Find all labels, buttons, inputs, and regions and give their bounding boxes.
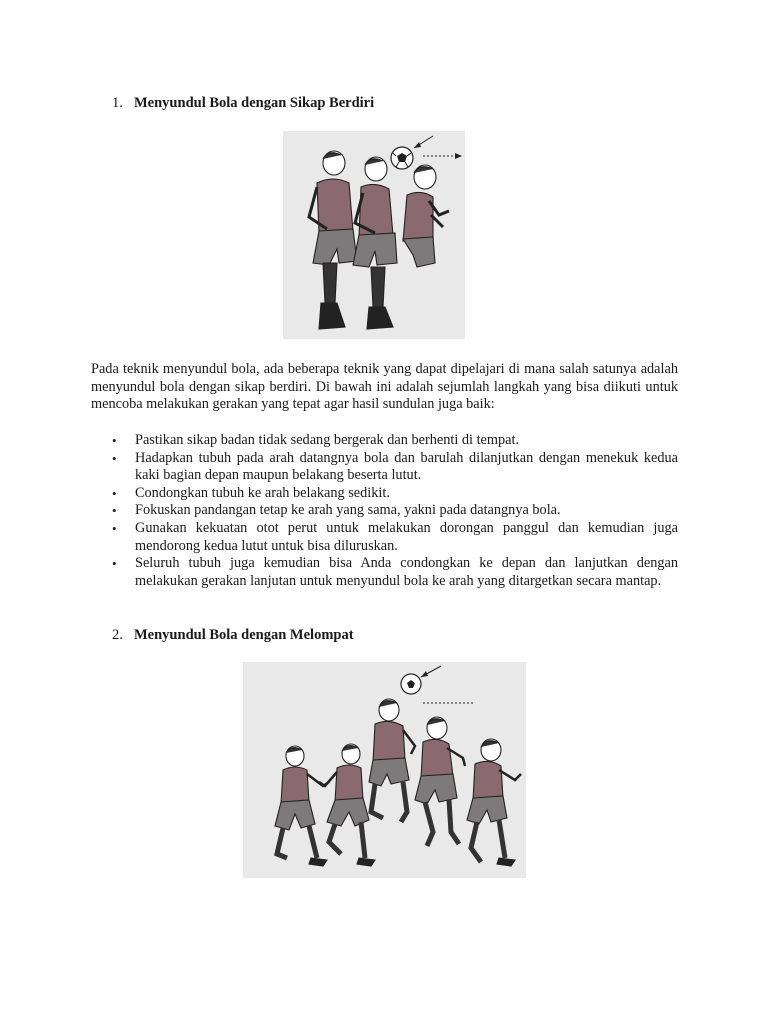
step-text: Condongkan tubuh ke arah belakang sedikit. (135, 484, 390, 501)
section-1-number: 1. (112, 95, 123, 111)
bullet-icon: • (112, 485, 117, 501)
bullet-icon: • (112, 503, 117, 519)
list-item (112, 432, 678, 450)
bullet-icon: • (112, 450, 117, 466)
bullet-icon: • (112, 433, 117, 448)
bullet-icon: • (112, 556, 117, 572)
soccer-ball-icon (401, 674, 421, 694)
steps-list (112, 432, 678, 590)
step-text: Seluruh tubuh juga kemudian bisa Anda condongkan ke depan dan lanjutkan dengan melakukan gerakan lanjutan untuk menyundul bola ke arah yang ditargetkan secara mantap. (135, 555, 678, 589)
step-text: Gunakan kekuatan otot perut untuk melakukan dorongan panggul dan kemudian juga mendorong kedua lutut untuk bisa diluruskan. (135, 519, 678, 554)
list-item (112, 502, 678, 520)
list-item (112, 485, 678, 503)
player-figure-3 (403, 165, 449, 267)
player-figure-1 (275, 746, 329, 866)
intro-paragraph: Pada teknik menyundul bola, ada beberapa teknik yang dapat dipelajari di mana salah satunya adalah menyundul bola dengan sikap berdiri. Di bawah ini adalah sejumlah langkah yang bisa diikuti untuk mencoba melakukan gerakan yang tepat agar hasil sundulan juga baik: (91, 361, 678, 413)
step-text: Pastikan sikap badan tidak sedang bergerak dan berhenti di tempat. (135, 432, 520, 448)
section-1-title: Menyundul Bola dengan Sikap Berdiri (134, 95, 375, 111)
section-2-title: Menyundul Bola dengan Melompat (134, 627, 354, 643)
list-item (112, 555, 678, 590)
bullet-icon: • (112, 520, 117, 536)
figure-jumping-header (243, 662, 526, 878)
player-figure-2 (319, 744, 375, 866)
player-figure-2 (353, 157, 397, 329)
list-item (112, 520, 678, 555)
step-text: Fokuskan pandangan tetap ke arah yang sama, yakni pada datangnya bola. (135, 502, 561, 519)
list-item (112, 450, 678, 485)
player-figure-1 (309, 151, 357, 329)
section-2-number: 2. (112, 627, 123, 643)
figure-standing-header (283, 131, 465, 339)
player-figure-4 (415, 717, 465, 846)
soccer-ball-icon (391, 147, 413, 169)
player-figure-5 (467, 739, 521, 866)
step-text: Hadapkan tubuh pada arah datangnya bola dan barulah dilanjutkan dengan menekuk kedua kaki bagian depan maupun belakang beserta lutut. (135, 449, 678, 484)
player-figure-3 (369, 699, 415, 822)
